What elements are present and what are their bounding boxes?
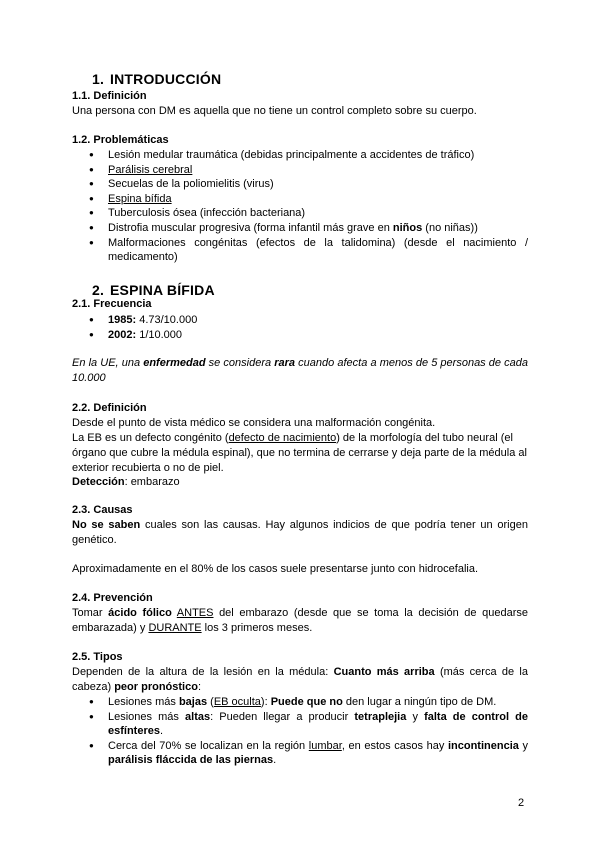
list-item: ● Secuelas de la poliomielitis (virus) [72,177,528,192]
definition-2-2-p2: La EB es un defecto congénito (defecto de nacimiento) de la morfología del tubo neural (el órgano que cubre la médula espinal), que no termina de cerrarse y deja parte de la médula al exterior recubierta o no de piel. [72,432,527,474]
subheading-1-2: 1.2. Problemáticas [72,134,169,146]
section-2-number: 2. [92,282,105,298]
page-number: 2 [518,797,525,809]
definition-2-2-p1: Desde el punto de vista médico se considera una malformación congénita. [72,417,436,429]
prevention-text: Tomar ácido fólico ANTES del embarazo (desde que se toma la decisión de quedarse embarazada) y DURANTE los 3 primeros meses. [72,607,528,634]
definition-1-1-text: Una persona con DM es aquella que no tiene un control completo sobre su cuerpo. [72,105,477,117]
list-item: ● Cerca del 70% se localizan en la región lumbar, en estos casos hay incontinencia y parálisis fláccida de las piernas. [72,739,528,768]
list-item: ● 1985: 4.73/10.000 [72,313,528,328]
types-list [72,695,528,768]
rare-disease-note: En la UE, una enfermedad se considera rara cuando afecta a menos de 5 personas de cada 10.000 [72,357,529,384]
section-1-number: 1. [92,71,105,87]
list-item: ● Parálisis cerebral [72,163,528,178]
section-1-heading [72,71,528,87]
list-item: ● 2002: 1/10.000 [72,328,528,343]
subheading-2-1: 2.1. Frecuencia [72,298,152,310]
list-item: ● Tuberculosis ósea (infección bacteriana) [72,206,528,221]
causes-hydrocephalus-text: Aproximadamente en el 80% de los casos suele presentarse junto con hidrocefalia. [72,563,479,575]
section-1-title: INTRODUCCIÓN [110,71,222,87]
subheading-2-3: 2.3. Causas [72,504,133,516]
detection-line: Detección: embarazo [72,476,180,488]
list-item: ● Lesiones más altas: Pueden llegar a producir tetraplejia y falta de control de esfínteres. [72,710,528,739]
list-item: ● Lesión medular traumática (debidas principalmente a accidentes de tráfico) [72,148,528,163]
subheading-1-1: 1.1. Definición [72,90,147,102]
subheading-2-4: 2.4. Prevención [72,592,153,604]
subheading-2-2: 2.2. Definición [72,402,147,414]
frequency-list [72,313,528,342]
causes-text: No se saben cuales son las causas. Hay algunos indicios de que podría tener un origen genético. [72,519,528,546]
section-2-title: ESPINA BÍFIDA [110,282,215,298]
types-intro: Dependen de la altura de la lesión en la médula: Cuanto más arriba (más cerca de la cabeza) peor pronóstico: [72,666,528,693]
list-item: ● Distrofia muscular progresiva (forma infantil más grave en niños (no niñas)) [72,221,528,236]
subheading-2-5: 2.5. Tipos [72,651,123,663]
list-item: ● Lesiones más bajas (EB oculta): Puede que no den lugar a ningún tipo de DM. [72,695,528,710]
list-item: ● Espina bífida [72,192,528,207]
problems-list [72,148,528,265]
section-2-heading [72,282,528,298]
list-item: ● Malformaciones congénitas (efectos de la talidomina) (desde el nacimiento / medicamento) [72,236,528,265]
